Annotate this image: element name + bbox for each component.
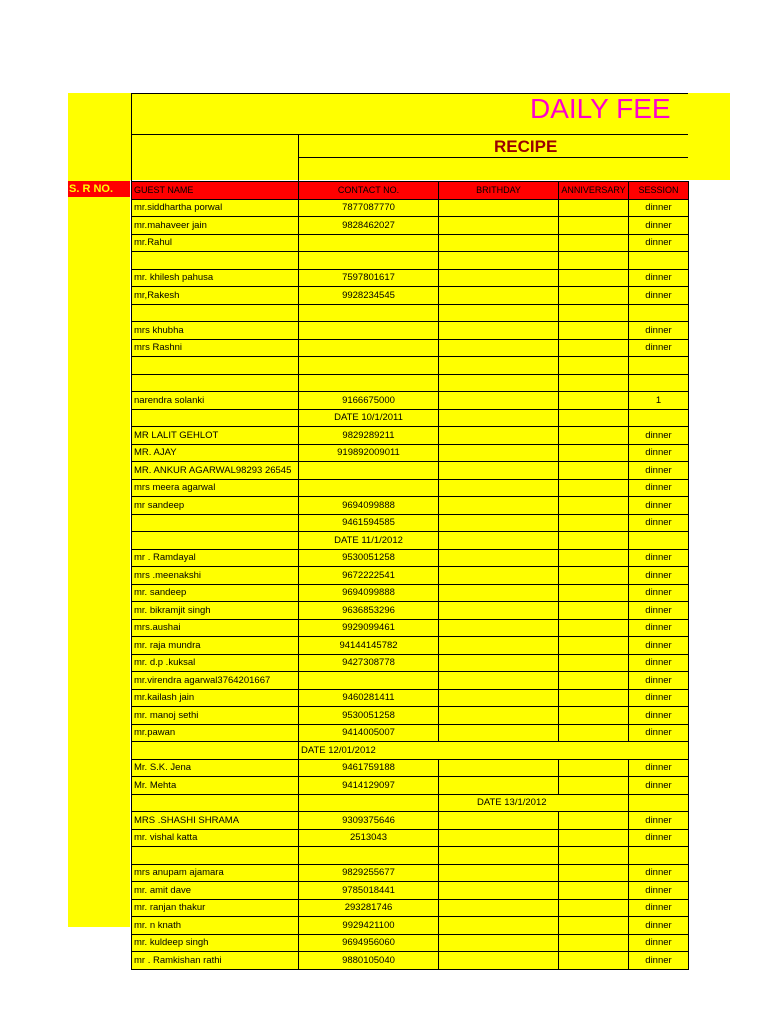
guest-row xyxy=(132,287,689,305)
guest-row xyxy=(132,392,689,410)
birthday-cell[interactable] xyxy=(439,847,559,865)
birthday-cell[interactable] xyxy=(439,339,559,357)
guest-name-cell[interactable] xyxy=(132,357,299,375)
anniversary-cell[interactable] xyxy=(559,602,629,620)
cell-birthday[interactable] xyxy=(439,532,559,550)
guest-name-cell[interactable]: mr. khilesh pahusa xyxy=(132,269,299,287)
guest-name-cell[interactable]: mrs anupam ajamara xyxy=(132,864,299,882)
birthday-cell[interactable] xyxy=(439,444,559,462)
anniversary-cell[interactable] xyxy=(559,584,629,602)
birthday-cell[interactable] xyxy=(439,934,559,952)
anniversary-cell[interactable] xyxy=(559,444,629,462)
guest-row xyxy=(132,357,689,375)
anniversary-cell[interactable] xyxy=(559,549,629,567)
cell-birthday[interactable] xyxy=(439,409,559,427)
contact-cell[interactable]: 9461594585 xyxy=(299,514,439,532)
guest-name-cell[interactable]: mr. kuldeep singh xyxy=(132,934,299,952)
birthday-cell[interactable] xyxy=(439,514,559,532)
guest-row xyxy=(132,514,689,532)
birthday-cell[interactable] xyxy=(439,322,559,340)
birthday-cell[interactable] xyxy=(439,374,559,392)
cell-anniversary[interactable] xyxy=(559,409,629,427)
anniversary-cell[interactable] xyxy=(559,637,629,655)
anniversary-cell[interactable] xyxy=(559,899,629,917)
session-cell[interactable] xyxy=(629,357,689,375)
cell-name[interactable] xyxy=(132,532,299,550)
birthday-cell[interactable] xyxy=(439,462,559,480)
anniversary-cell[interactable] xyxy=(559,234,629,252)
session-cell[interactable] xyxy=(629,304,689,322)
anniversary-cell[interactable] xyxy=(559,322,629,340)
contact-cell[interactable]: 9694099888 xyxy=(299,497,439,515)
recipe-label: RECIPE xyxy=(494,137,558,156)
session-cell[interactable]: dinner xyxy=(629,724,689,742)
birthday-cell[interactable] xyxy=(439,672,559,690)
birthday-cell[interactable] xyxy=(439,759,559,777)
guest-name-cell[interactable]: mrs.aushai xyxy=(132,619,299,637)
anniversary-cell[interactable] xyxy=(559,759,629,777)
session-cell[interactable]: dinner xyxy=(629,584,689,602)
contact-cell[interactable]: 9309375646 xyxy=(299,812,439,830)
cell-session[interactable] xyxy=(629,409,689,427)
contact-cell[interactable]: 9461759188 xyxy=(299,759,439,777)
contact-cell[interactable]: 9530051258 xyxy=(299,707,439,725)
session-cell[interactable]: dinner xyxy=(629,339,689,357)
guest-row xyxy=(132,199,689,217)
guest-name-cell[interactable]: mr.kailash jain xyxy=(132,689,299,707)
contact-cell[interactable] xyxy=(299,304,439,322)
anniversary-cell[interactable] xyxy=(559,567,629,585)
guest-row xyxy=(132,304,689,322)
contact-cell[interactable]: 9829289211 xyxy=(299,427,439,445)
anniversary-cell[interactable] xyxy=(559,864,629,882)
guest-name-cell[interactable]: mr. bikramjit singh xyxy=(132,602,299,620)
contact-cell[interactable] xyxy=(299,462,439,480)
guest-name-cell[interactable]: mrs .meenakshi xyxy=(132,567,299,585)
birthday-cell[interactable] xyxy=(439,864,559,882)
guest-name-cell[interactable]: mrs Rashni xyxy=(132,339,299,357)
contact-cell[interactable]: 9694099888 xyxy=(299,584,439,602)
session-cell[interactable]: dinner xyxy=(629,287,689,305)
session-cell[interactable]: 1 xyxy=(629,392,689,410)
contact-cell[interactable] xyxy=(299,672,439,690)
anniversary-cell[interactable] xyxy=(559,689,629,707)
session-cell[interactable]: dinner xyxy=(629,427,689,445)
session-cell[interactable]: dinner xyxy=(629,777,689,795)
session-cell[interactable]: dinner xyxy=(629,199,689,217)
birthday-cell[interactable] xyxy=(439,549,559,567)
birthday-cell[interactable] xyxy=(439,899,559,917)
guest-row xyxy=(132,444,689,462)
guest-row xyxy=(132,374,689,392)
session-cell[interactable]: dinner xyxy=(629,462,689,480)
contact-cell[interactable]: 9929099461 xyxy=(299,619,439,637)
contact-cell[interactable] xyxy=(299,479,439,497)
contact-cell[interactable]: 9785018441 xyxy=(299,882,439,900)
birthday-cell[interactable] xyxy=(439,777,559,795)
date-label[interactable]: DATE 12/01/2012 xyxy=(299,742,689,760)
guest-name-cell[interactable]: MR LALIT GEHLOT xyxy=(132,427,299,445)
birthday-cell[interactable] xyxy=(439,812,559,830)
guest-name-cell[interactable]: mr. ranjan thakur xyxy=(132,899,299,917)
anniversary-cell[interactable] xyxy=(559,217,629,235)
session-cell[interactable]: dinner xyxy=(629,637,689,655)
contact-cell[interactable]: 9636853296 xyxy=(299,602,439,620)
session-cell[interactable]: dinner xyxy=(629,952,689,970)
guest-row xyxy=(132,864,689,882)
session-cell[interactable]: dinner xyxy=(629,602,689,620)
cell-anniversary[interactable] xyxy=(559,532,629,550)
birthday-cell[interactable] xyxy=(439,917,559,935)
guest-name-cell[interactable]: mr.siddhartha porwal xyxy=(132,199,299,217)
guest-name-cell[interactable]: mr.virendra agarwal3764201667 xyxy=(132,672,299,690)
anniversary-cell[interactable] xyxy=(559,707,629,725)
anniversary-cell[interactable] xyxy=(559,339,629,357)
guest-name-cell[interactable]: mr. raja mundra xyxy=(132,637,299,655)
guest-name-cell[interactable]: MR. ANKUR AGARWAL98293 26545 xyxy=(132,462,299,480)
contact-cell[interactable]: 9460281411 xyxy=(299,689,439,707)
guest-row xyxy=(132,602,689,620)
contact-cell[interactable] xyxy=(299,339,439,357)
session-cell[interactable]: dinner xyxy=(629,322,689,340)
session-cell[interactable]: dinner xyxy=(629,479,689,497)
anniversary-cell[interactable] xyxy=(559,917,629,935)
contact-cell[interactable]: 9530051258 xyxy=(299,549,439,567)
serial-number-column xyxy=(68,93,130,927)
guest-name-cell[interactable]: Mr. Mehta xyxy=(132,777,299,795)
anniversary-cell[interactable] xyxy=(559,952,629,970)
guest-row xyxy=(132,672,689,690)
birthday-cell[interactable] xyxy=(439,654,559,672)
guest-row xyxy=(132,882,689,900)
guest-name-cell[interactable]: mrs khubha xyxy=(132,322,299,340)
header-left-cell[interactable] xyxy=(131,135,299,181)
contact-cell[interactable]: 9829255677 xyxy=(299,864,439,882)
sheet-title: DAILY FEE xyxy=(530,93,671,124)
contact-cell[interactable]: 919892009011 xyxy=(299,444,439,462)
anniversary-cell[interactable] xyxy=(559,357,629,375)
birthday-cell[interactable] xyxy=(439,952,559,970)
birthday-cell[interactable] xyxy=(439,287,559,305)
guest-row xyxy=(132,549,689,567)
session-cell[interactable]: dinner xyxy=(629,759,689,777)
birthday-cell[interactable] xyxy=(439,497,559,515)
guest-name-cell[interactable] xyxy=(132,304,299,322)
guest-row xyxy=(132,217,689,235)
date-row xyxy=(132,742,689,760)
header-blank-cell[interactable] xyxy=(298,158,688,181)
guest-row xyxy=(132,619,689,637)
guest-row xyxy=(132,689,689,707)
anniversary-cell[interactable] xyxy=(559,777,629,795)
cell-session[interactable] xyxy=(629,794,689,812)
session-cell[interactable]: dinner xyxy=(629,899,689,917)
guest-row xyxy=(132,829,689,847)
column-header-contact[interactable]: CONTACT NO. xyxy=(299,182,439,200)
anniversary-cell[interactable] xyxy=(559,427,629,445)
anniversary-cell[interactable] xyxy=(559,462,629,480)
date-row xyxy=(132,532,689,550)
contact-cell[interactable] xyxy=(299,234,439,252)
birthday-cell[interactable] xyxy=(439,479,559,497)
contact-cell[interactable]: 293281746 xyxy=(299,899,439,917)
birthday-cell[interactable] xyxy=(439,234,559,252)
guest-name-cell[interactable] xyxy=(132,514,299,532)
session-cell[interactable]: dinner xyxy=(629,269,689,287)
session-cell[interactable]: dinner xyxy=(629,934,689,952)
guest-row xyxy=(132,637,689,655)
guest-row xyxy=(132,462,689,480)
birthday-cell[interactable] xyxy=(439,602,559,620)
guest-name-cell[interactable]: Mr. S.K. Jena xyxy=(132,759,299,777)
contact-cell[interactable]: 9414129097 xyxy=(299,777,439,795)
anniversary-cell[interactable] xyxy=(559,619,629,637)
session-cell[interactable] xyxy=(629,374,689,392)
session-cell[interactable] xyxy=(629,252,689,270)
birthday-cell[interactable] xyxy=(439,252,559,270)
birthday-cell[interactable] xyxy=(439,637,559,655)
birthday-cell[interactable] xyxy=(439,724,559,742)
session-cell[interactable]: dinner xyxy=(629,882,689,900)
anniversary-cell[interactable] xyxy=(559,812,629,830)
anniversary-cell[interactable] xyxy=(559,672,629,690)
guest-name-cell[interactable] xyxy=(132,847,299,865)
guest-name-cell[interactable]: MRS .SHASHI SHRAMA xyxy=(132,812,299,830)
guest-row xyxy=(132,427,689,445)
birthday-cell[interactable] xyxy=(439,199,559,217)
guest-row xyxy=(132,497,689,515)
guest-row xyxy=(132,269,689,287)
anniversary-cell[interactable] xyxy=(559,287,629,305)
guest-name-cell[interactable]: mr. d.p .kuksal xyxy=(132,654,299,672)
session-cell[interactable]: dinner xyxy=(629,549,689,567)
guest-name-cell[interactable]: mr. vishal katta xyxy=(132,829,299,847)
guest-row xyxy=(132,707,689,725)
contact-cell[interactable] xyxy=(299,847,439,865)
guest-row xyxy=(132,952,689,970)
contact-cell[interactable] xyxy=(299,252,439,270)
birthday-cell[interactable] xyxy=(439,882,559,900)
birthday-cell[interactable] xyxy=(439,689,559,707)
birthday-cell[interactable] xyxy=(439,217,559,235)
session-cell[interactable]: dinner xyxy=(629,689,689,707)
birthday-cell[interactable] xyxy=(439,269,559,287)
birthday-cell[interactable] xyxy=(439,707,559,725)
guest-name-cell[interactable]: mrs meera agarwal xyxy=(132,479,299,497)
anniversary-cell[interactable] xyxy=(559,882,629,900)
contact-cell[interactable]: 2513043 xyxy=(299,829,439,847)
anniversary-cell[interactable] xyxy=(559,269,629,287)
column-header-anniversary[interactable]: ANNIVERSARY xyxy=(559,182,629,200)
guest-row xyxy=(132,934,689,952)
contact-cell[interactable]: 9928234545 xyxy=(299,287,439,305)
contact-cell[interactable] xyxy=(299,322,439,340)
date-label[interactable]: DATE 13/1/2012 xyxy=(439,794,629,812)
contact-cell[interactable]: 9828462027 xyxy=(299,217,439,235)
anniversary-cell[interactable] xyxy=(559,847,629,865)
contact-cell[interactable]: 9166675000 xyxy=(299,392,439,410)
guest-name-cell[interactable]: MR. AJAY xyxy=(132,444,299,462)
contact-cell[interactable]: 9880105040 xyxy=(299,952,439,970)
guest-row xyxy=(132,777,689,795)
guest-row xyxy=(132,847,689,865)
anniversary-cell[interactable] xyxy=(559,829,629,847)
session-cell[interactable]: dinner xyxy=(629,672,689,690)
session-cell[interactable]: dinner xyxy=(629,812,689,830)
anniversary-cell[interactable] xyxy=(559,374,629,392)
guest-name-cell[interactable]: mr. sandeep xyxy=(132,584,299,602)
cell-name[interactable] xyxy=(132,742,299,760)
guest-name-cell[interactable]: narendra solanki xyxy=(132,392,299,410)
anniversary-cell[interactable] xyxy=(559,934,629,952)
cell-contact[interactable] xyxy=(299,794,439,812)
contact-cell[interactable]: 9694956060 xyxy=(299,934,439,952)
recipe-cell[interactable] xyxy=(298,135,688,158)
header-row xyxy=(132,182,689,200)
guest-name-cell[interactable] xyxy=(132,374,299,392)
date-label[interactable]: DATE 11/1/2012 xyxy=(299,532,439,550)
anniversary-cell[interactable] xyxy=(559,304,629,322)
title-cell[interactable] xyxy=(131,93,688,135)
guest-name-cell[interactable]: mr. n knath xyxy=(132,917,299,935)
contact-cell[interactable]: 9672222541 xyxy=(299,567,439,585)
birthday-cell[interactable] xyxy=(439,619,559,637)
serial-number-header: S. R NO. xyxy=(68,181,130,197)
column-header-guest-name[interactable]: GUEST NAME xyxy=(132,182,299,200)
column-header-birthday[interactable]: BRITHDAY xyxy=(439,182,559,200)
guest-row xyxy=(132,234,689,252)
guest-row xyxy=(132,812,689,830)
cell-name[interactable] xyxy=(132,409,299,427)
birthday-cell[interactable] xyxy=(439,584,559,602)
session-cell[interactable]: dinner xyxy=(629,619,689,637)
contact-cell[interactable] xyxy=(299,357,439,375)
guest-row xyxy=(132,567,689,585)
guest-row xyxy=(132,479,689,497)
anniversary-cell[interactable] xyxy=(559,514,629,532)
guest-name-cell[interactable]: mr,Rakesh xyxy=(132,287,299,305)
birthday-cell[interactable] xyxy=(439,357,559,375)
birthday-cell[interactable] xyxy=(439,427,559,445)
contact-cell[interactable] xyxy=(299,374,439,392)
guest-row xyxy=(132,654,689,672)
contact-cell[interactable]: 7597801617 xyxy=(299,269,439,287)
session-cell[interactable]: dinner xyxy=(629,829,689,847)
guest-name-cell[interactable] xyxy=(132,252,299,270)
session-cell[interactable]: dinner xyxy=(629,234,689,252)
session-cell[interactable]: dinner xyxy=(629,917,689,935)
anniversary-cell[interactable] xyxy=(559,392,629,410)
birthday-cell[interactable] xyxy=(439,304,559,322)
anniversary-cell[interactable] xyxy=(559,199,629,217)
contact-cell[interactable]: 94144145782 xyxy=(299,637,439,655)
birthday-cell[interactable] xyxy=(439,567,559,585)
anniversary-cell[interactable] xyxy=(559,724,629,742)
guest-name-cell[interactable]: mr. manoj sethi xyxy=(132,707,299,725)
guest-row xyxy=(132,724,689,742)
contact-cell[interactable]: 9427308778 xyxy=(299,654,439,672)
session-cell[interactable]: dinner xyxy=(629,864,689,882)
cell-name[interactable] xyxy=(132,794,299,812)
anniversary-cell[interactable] xyxy=(559,497,629,515)
guest-name-cell[interactable]: mr sandeep xyxy=(132,497,299,515)
guest-row xyxy=(132,322,689,340)
contact-cell[interactable]: 9414005007 xyxy=(299,724,439,742)
session-cell[interactable]: dinner xyxy=(629,514,689,532)
guest-row xyxy=(132,584,689,602)
guest-row xyxy=(132,252,689,270)
guest-name-cell[interactable]: mr . Ramdayal xyxy=(132,549,299,567)
session-cell[interactable]: dinner xyxy=(629,444,689,462)
session-cell[interactable]: dinner xyxy=(629,707,689,725)
birthday-cell[interactable] xyxy=(439,392,559,410)
guest-name-cell[interactable]: mr.Rahul xyxy=(132,234,299,252)
cell-session[interactable] xyxy=(629,532,689,550)
guest-row xyxy=(132,339,689,357)
date-label[interactable]: DATE 10/1/2011 xyxy=(299,409,439,427)
guest-table xyxy=(131,181,689,970)
guest-name-cell[interactable]: mr.pawan xyxy=(132,724,299,742)
guest-row xyxy=(132,899,689,917)
anniversary-cell[interactable] xyxy=(559,252,629,270)
contact-cell[interactable]: 7877087770 xyxy=(299,199,439,217)
session-cell[interactable]: dinner xyxy=(629,567,689,585)
column-header-session[interactable]: SESSION xyxy=(629,182,689,200)
guest-name-cell[interactable]: mr. amit dave xyxy=(132,882,299,900)
guest-name-cell[interactable]: mr . Ramkishan rathi xyxy=(132,952,299,970)
session-cell[interactable]: dinner xyxy=(629,497,689,515)
guest-row xyxy=(132,759,689,777)
contact-cell[interactable]: 9929421100 xyxy=(299,917,439,935)
guest-row xyxy=(132,917,689,935)
session-cell[interactable]: dinner xyxy=(629,654,689,672)
guest-name-cell[interactable]: mr.mahaveer jain xyxy=(132,217,299,235)
anniversary-cell[interactable] xyxy=(559,479,629,497)
session-cell[interactable]: dinner xyxy=(629,217,689,235)
date-row xyxy=(132,794,689,812)
date-row xyxy=(132,409,689,427)
session-cell[interactable] xyxy=(629,847,689,865)
anniversary-cell[interactable] xyxy=(559,654,629,672)
birthday-cell[interactable] xyxy=(439,829,559,847)
